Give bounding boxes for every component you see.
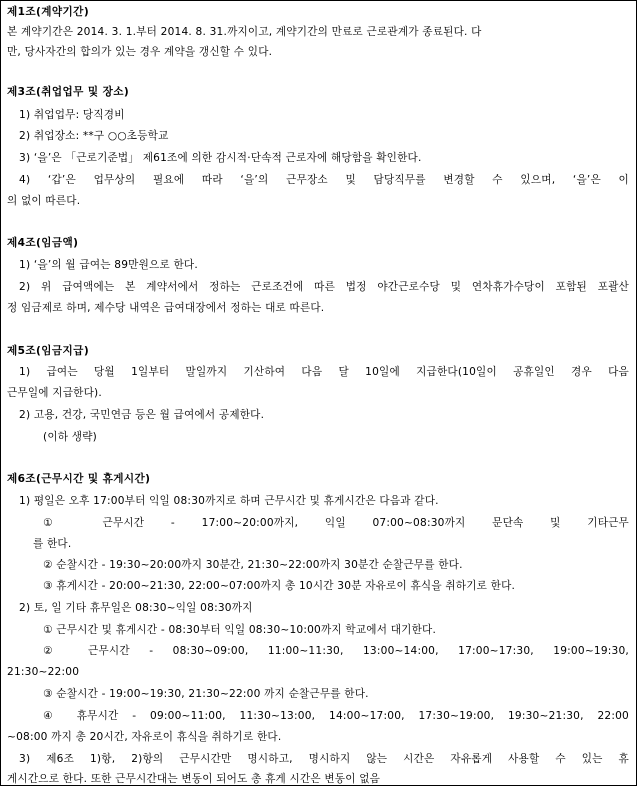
article-6-p1-item-3: ③ 휴게시간 - 20:00~21:30, 22:00~07:00까지 총 10시간 30분 자유로이 휴식을 취하기로 한다.	[43, 580, 516, 592]
article-5-item-1-line-1: 1) 급여는 당월 1일부터 말일까지 기산하여 다음 달 10일에 지급한다(10일이 공휴일인 경우 다음	[19, 366, 629, 378]
article-3-item-4-line-2: 의 없이 따른다.	[7, 195, 81, 207]
article-1-text-line-2: 만, 당사자간의 합의가 있는 경우 계약을 갱신할 수 있다.	[7, 46, 273, 58]
article-4-item-2-line-2: 정 임금제로 하며, 제수당 내역은 급여대장에서 정하는 대로 따른다.	[7, 302, 325, 314]
article-6-paragraph-3-line-2: 게시간으로 한다. 또한 근무시간대는 변동이 되어도 총 휴게 시간은 변동이 없음	[7, 773, 381, 785]
article-6-heading: 제6조(근무시간 및 휴게시간)	[7, 473, 151, 485]
article-4-item-2-line-1: 2) 위 급여액에는 본 계약서에서 정하는 근로조건에 따른 법정 야간근로수당 및 연차휴가수당이 포함된 포괄산	[19, 281, 629, 293]
article-4-heading: 제4조(임금액)	[7, 237, 79, 249]
article-6-p2-item-3: ③ 순찰시간 - 19:00~19:30, 21:30~22:00 까지 순찰근무를 한다.	[43, 688, 369, 700]
article-3-item-2: 2) 취업장소: **구 ○○초등학교	[19, 130, 169, 142]
article-6-p2-item-4-line-2: ~08:00 까지 총 20시간, 자유로이 휴식을 취하기로 한다.	[7, 731, 282, 743]
article-6-p1-item-1-line-1: ① 근무시간 - 17:00~20:00까지, 익일 07:00~08:30까지 문단속 및 기타근무	[43, 517, 629, 529]
article-6-p1-item-2: ② 순찰시간 - 19:30~20:00까지 30분간, 21:30~22:00까지 30분간 순찰근무를 한다.	[43, 559, 463, 571]
article-3-heading: 제3조(취업업무 및 장소)	[7, 86, 130, 98]
article-6-p2-item-1: ① 근무시간 및 휴게시간 - 08:30부터 익일 08:30~10:00까지 학교에서 대기한다.	[43, 624, 437, 636]
article-1-heading: 제1조(계약기간)	[7, 6, 90, 18]
article-6-p2-item-2-line-1: ② 근무시간 - 08:30~09:00, 11:00~11:30, 13:00~14:00, 17:00~17:30, 19:00~19:30,	[43, 645, 629, 657]
article-5-item-2: 2) 고용, 건강, 국민연금 등은 월 급여에서 공제한다.	[19, 409, 265, 421]
article-1-text-line-1: 본 계약기간은 2014. 3. 1.부터 2014. 8. 31.까지이고, 계약기간의 만료로 근로관계가 종료된다. 다	[7, 26, 482, 38]
article-6-p2-item-2-line-2: 21:30~22:00	[7, 666, 80, 678]
article-6-p1-item-1-line-2: 를 한다.	[33, 538, 72, 550]
article-6-p2-item-4-line-1: ④ 휴무시간 - 09:00~11:00, 11:30~13:00, 14:00~17:00, 17:30~19:00, 19:30~21:30, 22:00	[43, 710, 629, 722]
article-3-item-3: 3) ‘을’은 「근로기준법」 제61조에 의한 감시적·단속적 근로자에 해당함을 확인한다.	[19, 152, 422, 164]
article-5-item-1-line-2: 근무일에 지급한다).	[7, 387, 102, 399]
article-6-paragraph-2: 2) 토, 일 기타 휴무일은 08:30~익일 08:30까지	[19, 602, 253, 614]
article-6-paragraph-1: 1) 평일은 오후 17:00부터 익일 08:30까지로 하며 근무시간 및 휴게시간은 다음과 같다.	[19, 495, 439, 507]
article-3-item-4-line-1: 4) ‘갑’은 업무상의 필요에 따라 ‘을’의 근무장소 및 담당직무를 변경할 수 있으며, ‘을’은 이	[19, 174, 629, 186]
article-5-omission-note: (이하 생략)	[43, 431, 97, 443]
article-4-item-1: 1) ‘을’의 월 급여는 89만원으로 한다.	[19, 259, 198, 271]
article-5-heading: 제5조(임금지급)	[7, 345, 90, 357]
article-6-paragraph-3-line-1: 3) 제6조 1)항, 2)항의 근무시간만 명시하고, 명시하지 않는 시간은 자유롭게 사용할 수 있는 휴	[19, 753, 629, 765]
article-3-item-1: 1) 취업업무: 당직경비	[19, 109, 125, 121]
